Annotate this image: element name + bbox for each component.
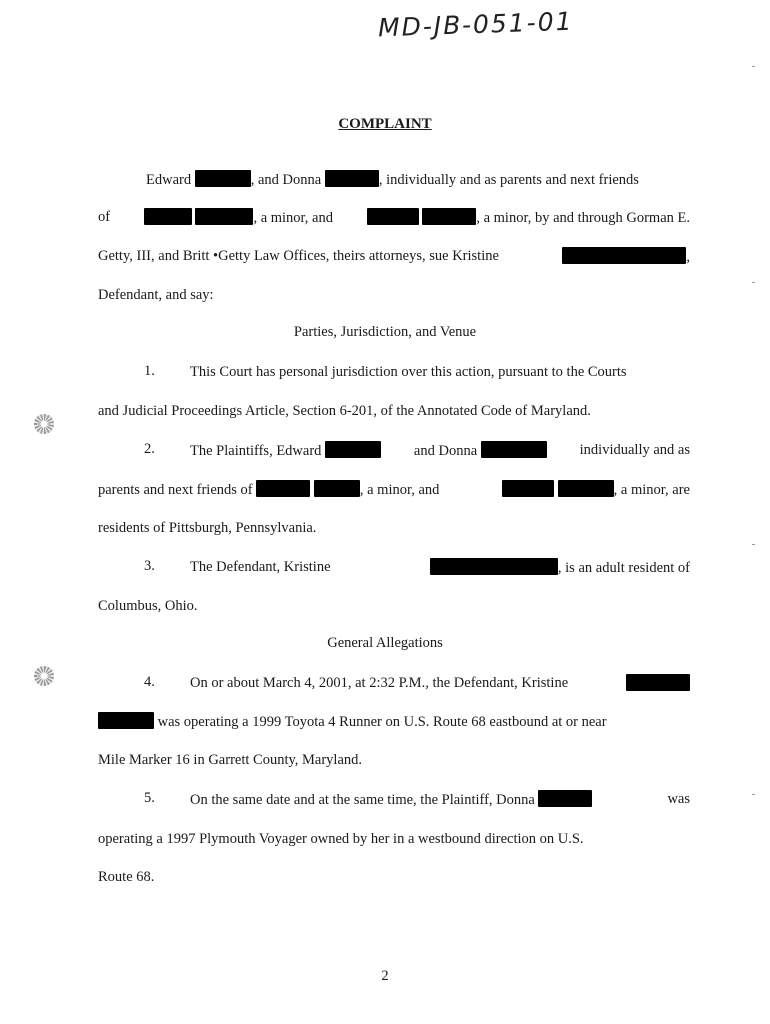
paragraph-2-line-3: residents of Pittsburgh, Pennsylvania. xyxy=(98,520,317,536)
paragraph-2-line-1 xyxy=(190,441,690,460)
paragraph-text: , is an adult resident of xyxy=(557,560,690,576)
paragraph-3-line-2: Columbus, Ohio. xyxy=(98,598,198,614)
redaction-block xyxy=(430,558,558,575)
paragraph-number: 3. xyxy=(144,558,155,574)
punch-hole-mark xyxy=(34,666,54,686)
paragraph-number: 5. xyxy=(144,790,155,806)
redaction-block xyxy=(314,480,360,497)
paragraph-5-line-1 xyxy=(190,790,690,809)
scan-speck xyxy=(752,544,755,545)
punch-hole-mark xyxy=(34,414,54,434)
paragraph-number: 4. xyxy=(144,674,155,690)
redaction-block xyxy=(195,170,251,187)
intro-text: Getty, III, and Britt •Getty Law Offices, theirs attorneys, sue Kristine xyxy=(98,248,499,264)
intro-text: , a minor, by and through Gorman E. xyxy=(476,210,690,226)
paragraph-2-line-2 xyxy=(98,480,690,499)
intro-line-4: Defendant, and say: xyxy=(98,287,214,303)
page-number: 2 xyxy=(381,968,389,984)
paragraph-text: and Donna xyxy=(413,443,478,459)
paragraph-3-line-1 xyxy=(190,558,690,577)
scan-speck xyxy=(752,282,755,283)
paragraph-1-line-2: and Judicial Proceedings Article, Section 6-201, of the Annotated Code of Maryland. xyxy=(98,403,591,419)
paragraph-text: individually and as xyxy=(579,442,690,458)
intro-text: , a minor, and xyxy=(253,210,333,226)
section-heading-parties: Parties, Jurisdiction, and Venue xyxy=(293,324,477,340)
paragraph-text: The Plaintiffs, Edward xyxy=(190,443,322,459)
intro-text: , xyxy=(686,249,690,265)
redaction-block xyxy=(325,441,381,458)
paragraph-4-line-1 xyxy=(190,674,690,692)
redaction-block xyxy=(481,441,547,458)
page-title: COMPLAINT xyxy=(338,116,432,132)
paragraph-4-line-3: Mile Marker 16 in Garrett County, Maryland. xyxy=(98,752,363,768)
paragraph-text: , a minor, and xyxy=(359,482,440,498)
intro-text: , individually and as parents and next friends xyxy=(378,172,639,188)
redaction-block xyxy=(626,674,690,691)
redaction-block xyxy=(256,480,310,497)
intro-text: , and Donna xyxy=(250,172,322,188)
paragraph-4-line-2 xyxy=(98,712,607,731)
redaction-block xyxy=(562,247,686,264)
intro-text: Edward xyxy=(146,172,192,188)
paragraph-text: On or about March 4, 2001, at 2:32 P.M., the Defendant, Kristine xyxy=(190,675,569,691)
paragraph-5-line-3: Route 68. xyxy=(98,869,155,885)
scan-speck xyxy=(752,794,755,795)
intro-line-1 xyxy=(146,170,690,189)
redaction-block xyxy=(195,208,253,225)
redaction-block xyxy=(367,208,419,225)
paragraph-text: The Defendant, Kristine xyxy=(190,559,331,575)
intro-text: of xyxy=(98,209,111,225)
redaction-block xyxy=(422,208,476,225)
paragraph-text: , a minor, are xyxy=(613,482,690,498)
paragraph-text: was xyxy=(667,791,690,807)
paragraph-1-line-1: This Court has personal jurisdiction over this action, pursuant to the Courts xyxy=(190,364,627,380)
redaction-block xyxy=(558,480,614,497)
paragraph-text: was operating a 1999 Toyota 4 Runner on U.S. Route 68 eastbound at or near xyxy=(157,714,607,730)
paragraph-number: 2. xyxy=(144,441,155,457)
redaction-block xyxy=(538,790,592,807)
redaction-block xyxy=(98,712,154,729)
intro-line-2 xyxy=(98,208,690,227)
paragraph-5-line-2: operating a 1997 Plymouth Voyager owned by her in a westbound direction on U.S. xyxy=(98,831,584,847)
section-heading-allegations: General Allegations xyxy=(327,635,443,651)
redaction-block xyxy=(144,208,192,225)
paragraph-number: 1. xyxy=(144,363,155,379)
redaction-block xyxy=(502,480,554,497)
paragraph-text: parents and next friends of xyxy=(98,482,253,498)
redaction-block xyxy=(325,170,379,187)
intro-line-3 xyxy=(98,247,690,266)
scan-speck xyxy=(752,66,755,67)
handwritten-case-number: MD-JB-051-01 xyxy=(377,6,574,43)
paragraph-text: On the same date and at the same time, the Plaintiff, Donna xyxy=(190,792,535,808)
